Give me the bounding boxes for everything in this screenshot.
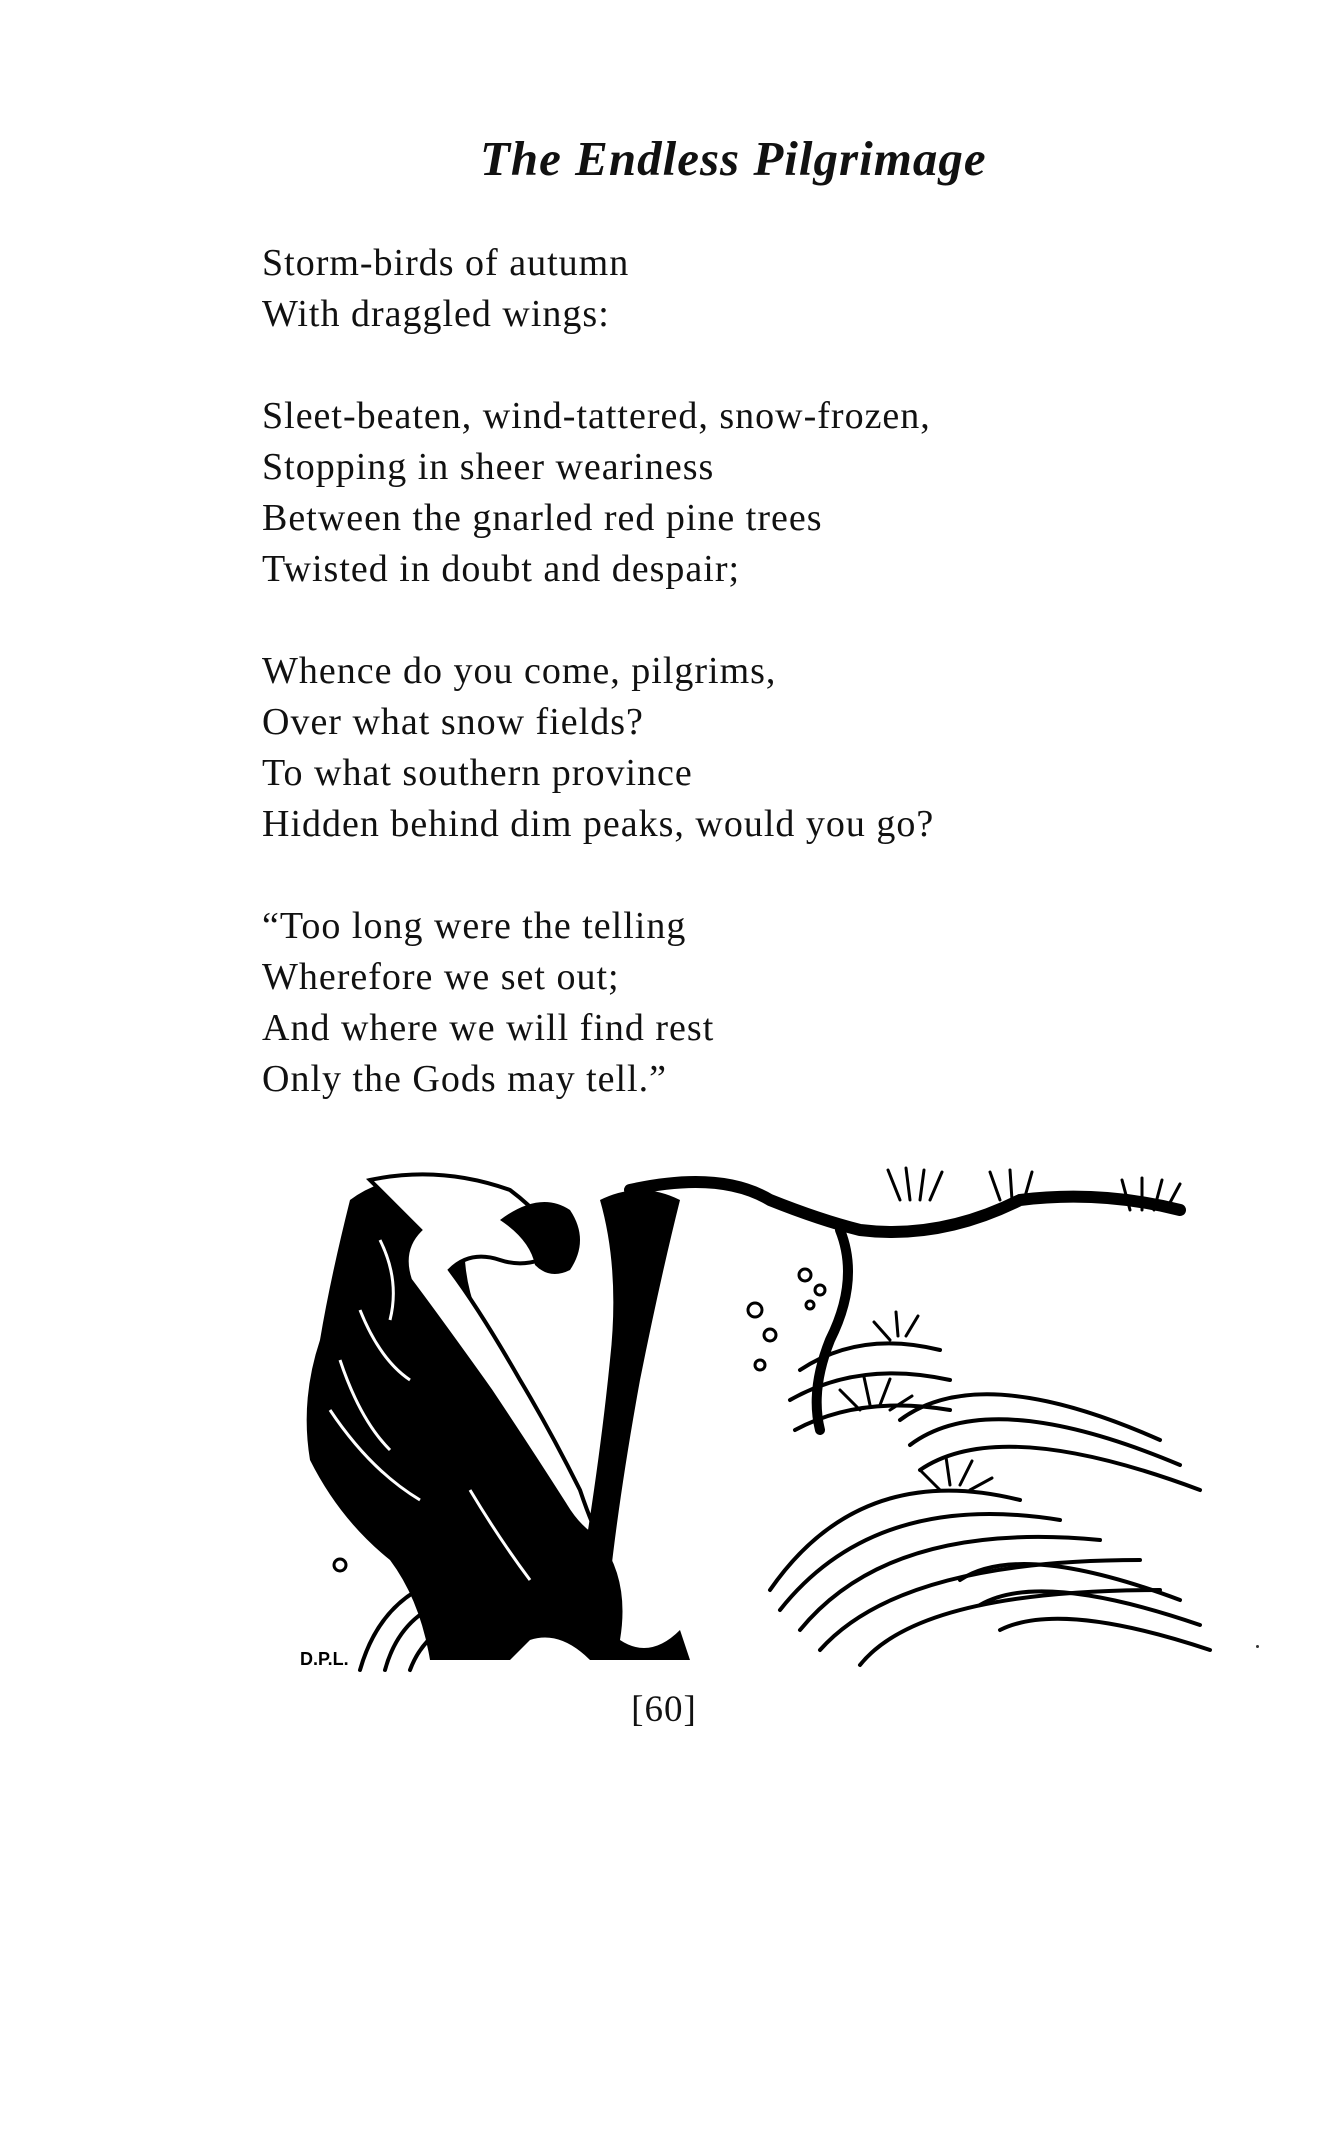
pine-branch — [630, 1182, 1180, 1232]
poem-line: Storm-birds of autumn — [262, 242, 630, 284]
poem-line: Sleet-beaten, wind-tattered, snow-frozen, — [262, 395, 931, 437]
page-title: The Endless Pilgrimage — [480, 131, 987, 186]
poem-line: Stopping in sheer weariness — [262, 446, 715, 488]
pilgrim-illustration — [300, 1160, 1220, 1680]
poem-line: With draggled wings: — [262, 293, 610, 335]
poem-line: Twisted in doubt and despair; — [262, 548, 741, 590]
poem-line: Wherefore we set out; — [262, 956, 620, 998]
poem-line: Whence do you come, pilgrims, — [262, 650, 777, 692]
poem-line: “Too long were the telling — [262, 905, 687, 947]
pine-trunk — [580, 1190, 680, 1580]
poem-line: To what southern province — [262, 752, 693, 794]
poem-line: And where we will find rest — [262, 1007, 715, 1049]
stanza-1 — [262, 238, 1162, 340]
poem-line: Hidden behind dim peaks, would you go? — [262, 803, 935, 845]
poem-line: Only the Gods may tell.” — [262, 1058, 667, 1100]
stanza-4 — [262, 901, 1162, 1105]
page-number: [60] — [631, 1689, 697, 1730]
illustration-signature: D.P.L. — [300, 1649, 349, 1669]
pine-needles — [840, 1168, 1180, 1490]
poem-line: Between the gnarled red pine trees — [262, 497, 823, 539]
stanza-2 — [262, 391, 1162, 595]
poem-line: Over what snow fields? — [262, 701, 644, 743]
paper-speck — [1256, 1645, 1259, 1648]
poem — [262, 238, 1162, 1156]
stanza-3 — [262, 646, 1162, 850]
pine-limb — [817, 1230, 848, 1430]
